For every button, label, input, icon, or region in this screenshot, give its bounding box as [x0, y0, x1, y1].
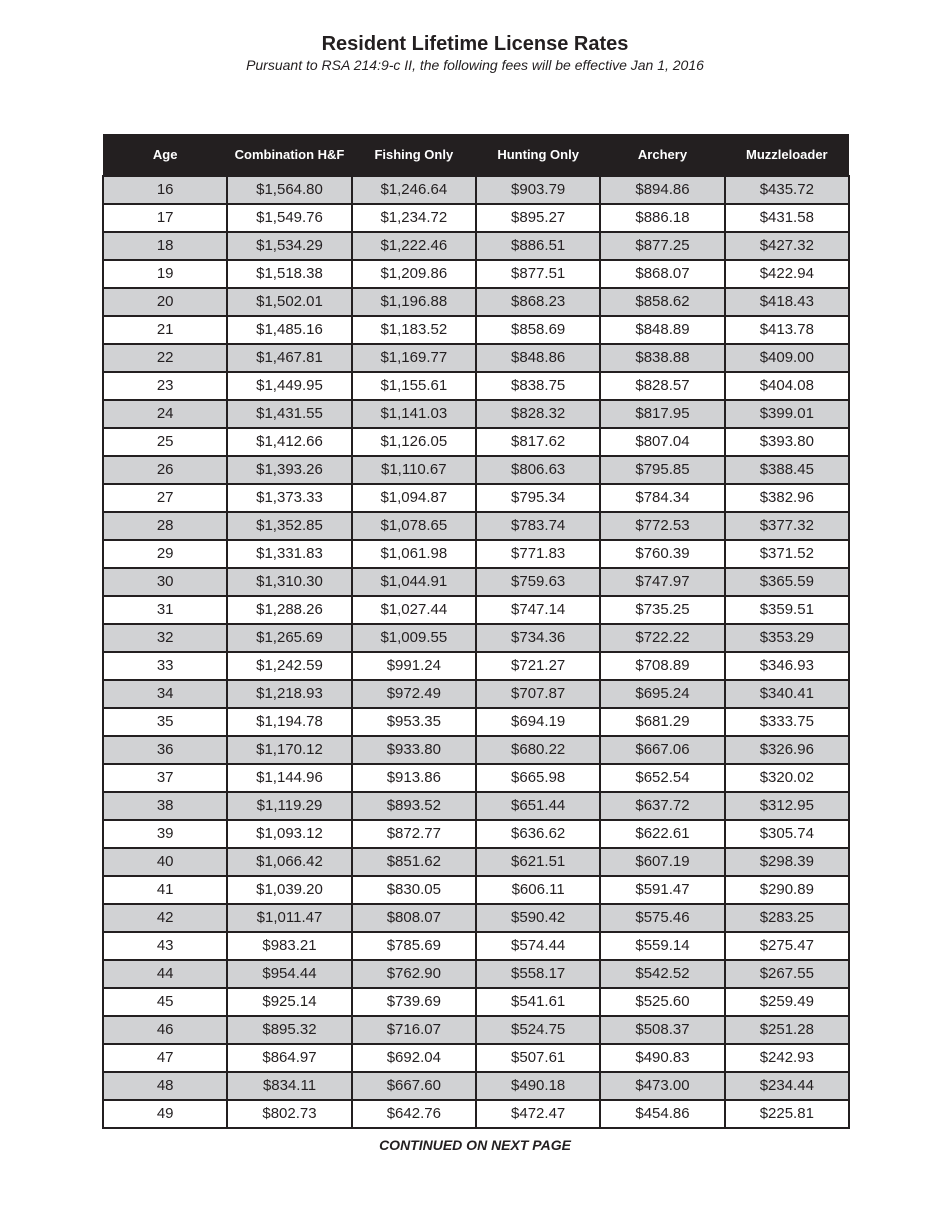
rate-cell: $574.44	[476, 932, 600, 960]
rate-cell: $622.61	[600, 820, 724, 848]
rate-cell: $868.23	[476, 288, 600, 316]
rate-cell: $828.57	[600, 372, 724, 400]
rate-cell: $1,412.66	[227, 428, 351, 456]
rate-cell: $954.44	[227, 960, 351, 988]
rate-cell: $983.21	[227, 932, 351, 960]
age-cell: 34	[103, 680, 227, 708]
rate-cell: $893.52	[352, 792, 476, 820]
rate-cell: $575.46	[600, 904, 724, 932]
rate-cell: $1,449.95	[227, 372, 351, 400]
rate-cell: $667.06	[600, 736, 724, 764]
rate-cell: $722.22	[600, 624, 724, 652]
rate-cell: $1,061.98	[352, 540, 476, 568]
rate-cell: $1,110.67	[352, 456, 476, 484]
rate-cell: $1,352.85	[227, 512, 351, 540]
rate-cell: $1,234.72	[352, 204, 476, 232]
column-header: Archery	[600, 134, 724, 176]
table-row	[103, 988, 849, 1016]
rate-cell: $1,564.80	[227, 176, 351, 204]
rate-cell: $795.85	[600, 456, 724, 484]
rate-cell: $1,155.61	[352, 372, 476, 400]
rate-cell: $707.87	[476, 680, 600, 708]
rate-cell: $1,011.47	[227, 904, 351, 932]
rate-cell: $817.62	[476, 428, 600, 456]
rate-cell: $340.41	[725, 680, 849, 708]
rate-cell: $925.14	[227, 988, 351, 1016]
age-cell: 49	[103, 1100, 227, 1128]
rate-cell: $772.53	[600, 512, 724, 540]
age-cell: 21	[103, 316, 227, 344]
table-row	[103, 344, 849, 372]
rate-cell: $760.39	[600, 540, 724, 568]
rate-cell: $1,242.59	[227, 652, 351, 680]
table-row	[103, 1016, 849, 1044]
rate-cell: $694.19	[476, 708, 600, 736]
age-cell: 32	[103, 624, 227, 652]
rate-cell: $326.96	[725, 736, 849, 764]
age-cell: 36	[103, 736, 227, 764]
rate-cell: $1,502.01	[227, 288, 351, 316]
rate-cell: $346.93	[725, 652, 849, 680]
rate-cell: $409.00	[725, 344, 849, 372]
age-cell: 35	[103, 708, 227, 736]
rate-cell: $886.18	[600, 204, 724, 232]
age-cell: 16	[103, 176, 227, 204]
rate-cell: $365.59	[725, 568, 849, 596]
rate-cell: $591.47	[600, 876, 724, 904]
rate-cell: $651.44	[476, 792, 600, 820]
age-cell: 23	[103, 372, 227, 400]
age-cell: 40	[103, 848, 227, 876]
table-row	[103, 904, 849, 932]
rate-cell: $388.45	[725, 456, 849, 484]
rate-cell: $242.93	[725, 1044, 849, 1072]
age-cell: 37	[103, 764, 227, 792]
rate-cell: $903.79	[476, 176, 600, 204]
rate-cell: $590.42	[476, 904, 600, 932]
rate-cell: $1,549.76	[227, 204, 351, 232]
rate-cell: $1,119.29	[227, 792, 351, 820]
rate-cell: $872.77	[352, 820, 476, 848]
table-header	[103, 134, 849, 176]
rate-cell: $808.07	[352, 904, 476, 932]
rate-cell: $1,066.42	[227, 848, 351, 876]
rate-cell: $834.11	[227, 1072, 351, 1100]
table-row	[103, 176, 849, 204]
column-header: Hunting Only	[476, 134, 600, 176]
table-row	[103, 820, 849, 848]
rate-cell: $473.00	[600, 1072, 724, 1100]
rate-cell: $1,078.65	[352, 512, 476, 540]
rate-cell: $393.80	[725, 428, 849, 456]
rate-cell: $1,183.52	[352, 316, 476, 344]
age-cell: 43	[103, 932, 227, 960]
rate-cell: $1,393.26	[227, 456, 351, 484]
rate-cell: $1,518.38	[227, 260, 351, 288]
rate-cell: $1,126.05	[352, 428, 476, 456]
age-cell: 19	[103, 260, 227, 288]
rate-cell: $542.52	[600, 960, 724, 988]
rate-cell: $636.62	[476, 820, 600, 848]
table-row	[103, 540, 849, 568]
age-cell: 38	[103, 792, 227, 820]
age-cell: 46	[103, 1016, 227, 1044]
rate-cell: $298.39	[725, 848, 849, 876]
rate-cell: $933.80	[352, 736, 476, 764]
table-row	[103, 568, 849, 596]
rate-cell: $1,141.03	[352, 400, 476, 428]
rate-cell: $795.34	[476, 484, 600, 512]
table-row	[103, 260, 849, 288]
table-row	[103, 288, 849, 316]
rate-cell: $607.19	[600, 848, 724, 876]
rate-cell: $830.05	[352, 876, 476, 904]
age-cell: 26	[103, 456, 227, 484]
rate-cell: $251.28	[725, 1016, 849, 1044]
rate-cell: $259.49	[725, 988, 849, 1016]
rate-cell: $806.63	[476, 456, 600, 484]
rate-cell: $1,144.96	[227, 764, 351, 792]
rate-cell: $371.52	[725, 540, 849, 568]
rate-cell: $558.17	[476, 960, 600, 988]
rate-cell: $785.69	[352, 932, 476, 960]
table-row	[103, 652, 849, 680]
age-cell: 45	[103, 988, 227, 1016]
rate-cell: $333.75	[725, 708, 849, 736]
rate-cell: $972.49	[352, 680, 476, 708]
rate-cell: $275.47	[725, 932, 849, 960]
table-row	[103, 848, 849, 876]
rate-cell: $783.74	[476, 512, 600, 540]
age-cell: 41	[103, 876, 227, 904]
rate-cell: $1,094.87	[352, 484, 476, 512]
age-cell: 30	[103, 568, 227, 596]
rate-cell: $695.24	[600, 680, 724, 708]
continued-note: CONTINUED ON NEXT PAGE	[379, 1137, 571, 1153]
rate-cell: $895.32	[227, 1016, 351, 1044]
rate-cell: $427.32	[725, 232, 849, 260]
rate-cell: $621.51	[476, 848, 600, 876]
rate-cell: $762.90	[352, 960, 476, 988]
rate-cell: $851.62	[352, 848, 476, 876]
rate-cell: $606.11	[476, 876, 600, 904]
column-header: Fishing Only	[352, 134, 476, 176]
rate-cell: $267.55	[725, 960, 849, 988]
rate-cell: $1,009.55	[352, 624, 476, 652]
rate-cell: $320.02	[725, 764, 849, 792]
rate-cell: $454.86	[600, 1100, 724, 1128]
rate-cell: $735.25	[600, 596, 724, 624]
rate-cell: $739.69	[352, 988, 476, 1016]
rate-cell: $991.24	[352, 652, 476, 680]
age-cell: 20	[103, 288, 227, 316]
rate-cell: $771.83	[476, 540, 600, 568]
rate-cell: $399.01	[725, 400, 849, 428]
rate-cell: $716.07	[352, 1016, 476, 1044]
rate-cell: $490.83	[600, 1044, 724, 1072]
rate-cell: $472.47	[476, 1100, 600, 1128]
rate-cell: $1,039.20	[227, 876, 351, 904]
table-row	[103, 624, 849, 652]
column-header: Age	[103, 134, 227, 176]
table-row	[103, 932, 849, 960]
rate-cell: $490.18	[476, 1072, 600, 1100]
rate-cell: $877.51	[476, 260, 600, 288]
age-cell: 27	[103, 484, 227, 512]
rate-cell: $681.29	[600, 708, 724, 736]
rate-cell: $838.75	[476, 372, 600, 400]
rate-cell: $1,218.93	[227, 680, 351, 708]
table-row	[103, 512, 849, 540]
table-row	[103, 876, 849, 904]
rate-cell: $1,288.26	[227, 596, 351, 624]
table-row	[103, 1100, 849, 1128]
table-row	[103, 596, 849, 624]
rate-cell: $953.35	[352, 708, 476, 736]
header-row	[103, 134, 849, 176]
table-row	[103, 960, 849, 988]
rate-cell: $422.94	[725, 260, 849, 288]
rate-cell: $353.29	[725, 624, 849, 652]
rate-cell: $1,373.33	[227, 484, 351, 512]
rate-cell: $234.44	[725, 1072, 849, 1100]
age-cell: 44	[103, 960, 227, 988]
rate-cell: $759.63	[476, 568, 600, 596]
rate-cell: $290.89	[725, 876, 849, 904]
rate-cell: $413.78	[725, 316, 849, 344]
rate-cell: $524.75	[476, 1016, 600, 1044]
age-cell: 25	[103, 428, 227, 456]
age-cell: 39	[103, 820, 227, 848]
table-row	[103, 400, 849, 428]
rate-cell: $312.95	[725, 792, 849, 820]
rate-cell: $1,222.46	[352, 232, 476, 260]
rate-cell: $1,093.12	[227, 820, 351, 848]
table-row	[103, 792, 849, 820]
table-row	[103, 1072, 849, 1100]
rate-cell: $807.04	[600, 428, 724, 456]
rate-cell: $559.14	[600, 932, 724, 960]
rate-cell: $708.89	[600, 652, 724, 680]
rate-cell: $652.54	[600, 764, 724, 792]
table-row	[103, 316, 849, 344]
rate-cell: $435.72	[725, 176, 849, 204]
rate-cell: $1,169.77	[352, 344, 476, 372]
rate-cell: $1,044.91	[352, 568, 476, 596]
age-cell: 29	[103, 540, 227, 568]
rate-cell: $1,331.83	[227, 540, 351, 568]
rate-cell: $680.22	[476, 736, 600, 764]
rate-cell: $1,534.29	[227, 232, 351, 260]
rate-cell: $747.14	[476, 596, 600, 624]
rate-cell: $848.86	[476, 344, 600, 372]
table-body	[103, 176, 849, 1128]
table-row	[103, 708, 849, 736]
age-cell: 31	[103, 596, 227, 624]
rate-cell: $828.32	[476, 400, 600, 428]
rate-cell: $1,485.16	[227, 316, 351, 344]
rate-cell: $1,265.69	[227, 624, 351, 652]
rate-cell: $1,310.30	[227, 568, 351, 596]
rate-cell: $382.96	[725, 484, 849, 512]
column-header: Combination H&F	[227, 134, 351, 176]
rate-cell: $525.60	[600, 988, 724, 1016]
age-cell: 48	[103, 1072, 227, 1100]
rate-cell: $913.86	[352, 764, 476, 792]
rate-cell: $848.89	[600, 316, 724, 344]
column-header: Muzzleloader	[725, 134, 849, 176]
rate-cell: $418.43	[725, 288, 849, 316]
rate-cell: $637.72	[600, 792, 724, 820]
age-cell: 17	[103, 204, 227, 232]
age-cell: 18	[103, 232, 227, 260]
rate-cell: $225.81	[725, 1100, 849, 1128]
rate-cell: $404.08	[725, 372, 849, 400]
table-row	[103, 204, 849, 232]
table-row	[103, 456, 849, 484]
rates-table	[102, 134, 850, 1129]
rate-cell: $817.95	[600, 400, 724, 428]
rate-cell: $692.04	[352, 1044, 476, 1072]
table-row	[103, 736, 849, 764]
rate-cell: $868.07	[600, 260, 724, 288]
page-subtitle: Pursuant to RSA 214:9-c II, the following fees will be effective Jan 1, 2016	[246, 57, 704, 73]
rate-cell: $642.76	[352, 1100, 476, 1128]
rate-cell: $1,467.81	[227, 344, 351, 372]
table-row	[103, 1044, 849, 1072]
rate-cell: $1,194.78	[227, 708, 351, 736]
rate-cell: $864.97	[227, 1044, 351, 1072]
rate-cell: $377.32	[725, 512, 849, 540]
rate-cell: $877.25	[600, 232, 724, 260]
age-cell: 47	[103, 1044, 227, 1072]
rate-cell: $541.61	[476, 988, 600, 1016]
rate-cell: $283.25	[725, 904, 849, 932]
age-cell: 22	[103, 344, 227, 372]
rate-cell: $1,431.55	[227, 400, 351, 428]
rate-cell: $667.60	[352, 1072, 476, 1100]
rate-cell: $721.27	[476, 652, 600, 680]
rate-cell: $858.69	[476, 316, 600, 344]
age-cell: 28	[103, 512, 227, 540]
rate-cell: $508.37	[600, 1016, 724, 1044]
rate-cell: $802.73	[227, 1100, 351, 1128]
rate-cell: $1,027.44	[352, 596, 476, 624]
rate-cell: $431.58	[725, 204, 849, 232]
rate-cell: $895.27	[476, 204, 600, 232]
age-cell: 42	[103, 904, 227, 932]
rate-cell: $305.74	[725, 820, 849, 848]
table-row	[103, 680, 849, 708]
age-cell: 33	[103, 652, 227, 680]
page-title: Resident Lifetime License Rates	[321, 33, 629, 55]
table-row	[103, 484, 849, 512]
rate-cell: $665.98	[476, 764, 600, 792]
rate-cell: $894.86	[600, 176, 724, 204]
rate-cell: $1,196.88	[352, 288, 476, 316]
rate-cell: $784.34	[600, 484, 724, 512]
rate-cell: $1,209.86	[352, 260, 476, 288]
rate-cell: $359.51	[725, 596, 849, 624]
rate-cell: $1,170.12	[227, 736, 351, 764]
rate-cell: $886.51	[476, 232, 600, 260]
rate-cell: $747.97	[600, 568, 724, 596]
table-row	[103, 428, 849, 456]
rate-cell: $838.88	[600, 344, 724, 372]
rate-cell: $734.36	[476, 624, 600, 652]
rate-cell: $858.62	[600, 288, 724, 316]
age-cell: 24	[103, 400, 227, 428]
table-row	[103, 232, 849, 260]
table-row	[103, 372, 849, 400]
table-row	[103, 764, 849, 792]
rate-cell: $507.61	[476, 1044, 600, 1072]
rate-cell: $1,246.64	[352, 176, 476, 204]
